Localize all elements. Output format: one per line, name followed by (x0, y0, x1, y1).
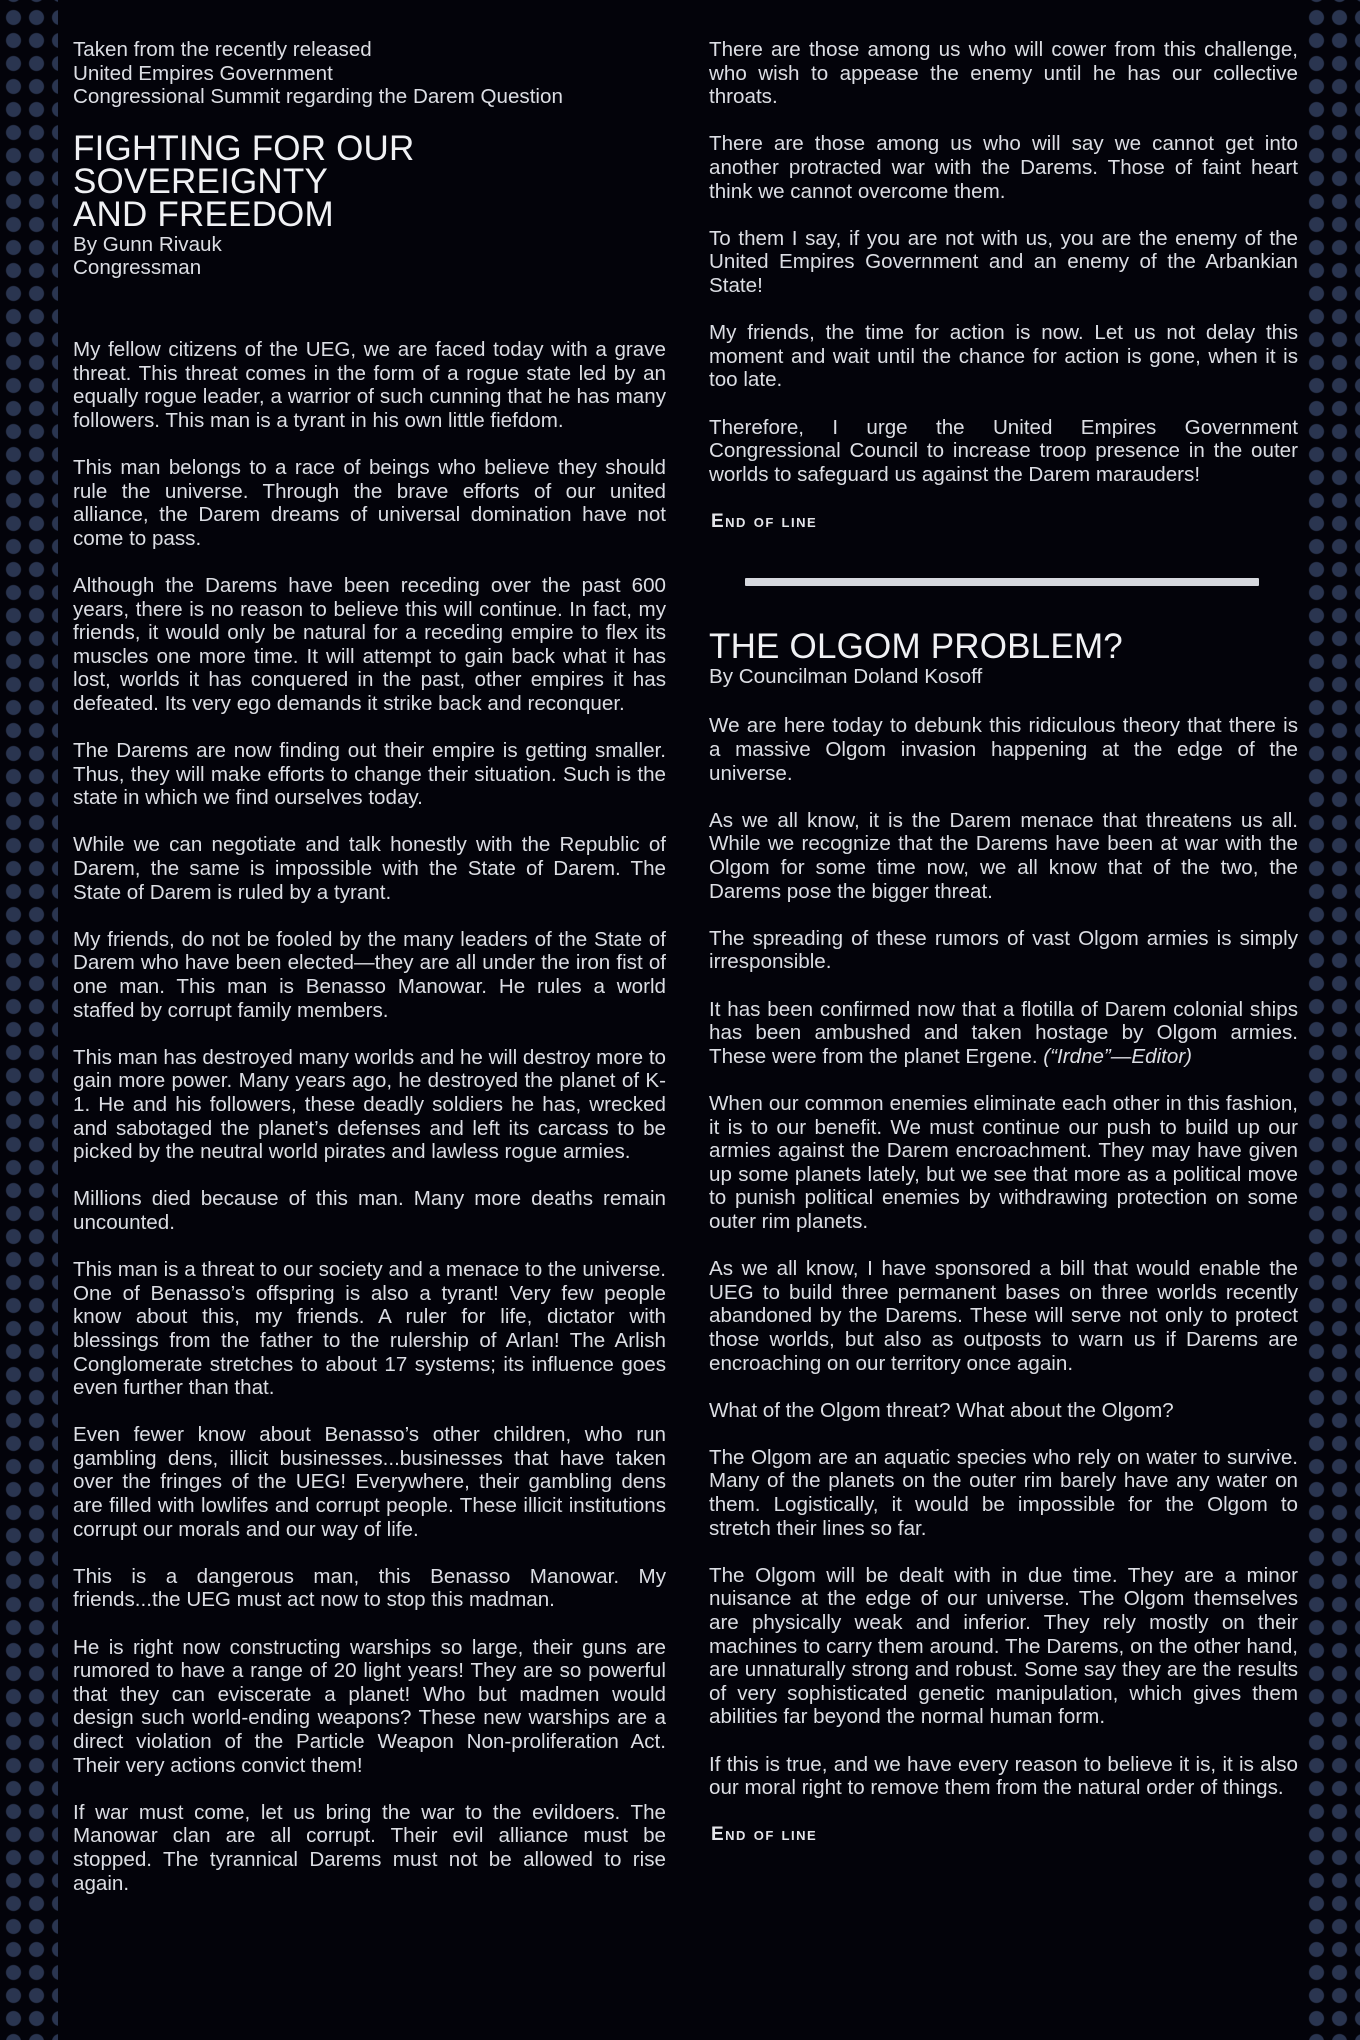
author-name: By Gunn Rivauk (73, 232, 222, 256)
paragraph: If this is true, and we have every reason to believe it is, it is also our moral right to remove them from the natural order of things. (709, 1752, 1298, 1800)
paragraph: Millions died because of this man. Many more deaths remain uncounted. (73, 1187, 666, 1234)
article-title: THE OLGOM PROBLEM? (709, 626, 1123, 666)
paragraph: When our common enemies eliminate each other in this fashion, it is to our benefit. We must continue our push to build up our armies against the Darem encroachment. They may have given up some planets lately, but we see that more as a political move to punish political enemies by withdrawing protection on some outer rim planets. (709, 1091, 1298, 1233)
paragraph: The Olgom will be dealt with in due time. They are a minor nuisance at the edge of our universe. The Olgom themselves are physically weak and inferior. They rely mostly on their machines to carry them around. The Darems, on the other hand, are unnaturally strong and robust. Some say they are the results of very sophisticated genetic manipulation, which gives them abilities far beyond the normal human form. (709, 1563, 1298, 1729)
paragraph: My fellow citizens of the UEG, we are faced today with a grave threat. This threat comes in the form of a rogue state led by an equally rogue leader, a warrior of such cunning that he has many followers. This man is a tyrant in his own little fiefdom. (73, 337, 666, 432)
right-dot-border (1302, 0, 1360, 2040)
right-column (709, 38, 1298, 1847)
section-divider (745, 578, 1259, 586)
paragraph: What of the Olgom threat? What about the Olgom? (709, 1398, 1174, 1422)
author-role: Congressman (73, 256, 202, 280)
left-dot-border (0, 0, 58, 2040)
editor-note: (“Irdne”—Editor) (1043, 1044, 1193, 1068)
article-body (73, 338, 666, 1895)
paragraph: There are those among us who will say we cannot get into another protracted war with the Darems. Those of faint heart think we cannot overcome them. (709, 132, 1298, 203)
paragraph: He is right now constructing warships so large, their guns are rumored to have a range of 20 light years! They are so powerful that they can eviscerate a planet! Who but madmen would design such world-ending weapons? These new warships are a direct violation of the Particle Weapon Non-proliferation Act. Their very actions convict them! (73, 1635, 666, 1777)
paragraph: This man is a threat to our society and a menace to the universe. One of Benasso’s offspring is also a tyrant! Very few people know about this, my friends. A ruler for life, dictator with blessings from the father to the rulership of Arlan! The Arlish Conglomerate stretches to about 17 systems; its influence goes even further than that. (73, 1258, 666, 1400)
left-column (73, 38, 666, 1919)
paragraph: This is a dangerous man, this Benasso Manowar. My friends...the UEG must act now to stop this madman. (73, 1564, 666, 1612)
article-title-line: AND FREEDOM (73, 194, 334, 234)
paragraph: If war must come, let us bring the war to the evildoers. The Manowar clan are all corrupt. Their evil alliance must be stopped. The tyrannical Darems must not be allowed to rise again. (73, 1800, 666, 1895)
paragraph: While we can negotiate and talk honestly with the Republic of Darem, the same is impossible with the State of Darem. The State of Darem is ruled by a tyrant. (73, 833, 666, 904)
paragraph: My friends, do not be fooled by the many leaders of the State of Darem who have been elected—they are all under the iron fist of one man. This man is Benasso Manowar. He rules a world staffed by corrupt family members. (73, 927, 666, 1022)
intro-note (73, 38, 666, 109)
paragraph: Therefore, I urge the United Empires Government Congressional Council to increase troop presence in the outer worlds to safeguard us against the Darem marauders! (709, 415, 1298, 486)
paragraph: The Darems are now finding out their empire is getting smaller. Thus, they will make efforts to change their situation. Such is the state in which we find ourselves today. (73, 739, 666, 810)
article-title-line: FIGHTING FOR OUR SOVEREIGNTY (73, 128, 415, 201)
paragraph-text: It has been confirmed now that a flotilla of Darem colonial ships has been ambushed and taken hostage by Olgom armies. These were from the planet Ergene. (709, 997, 1298, 1068)
paragraph: There are those among us who will cower from this challenge, who wish to appease the enemy until he has our collective throats. (709, 38, 1298, 109)
paragraph: We are here today to debunk this ridiculous theory that there is a massive Olgom invasion happening at the edge of the universe. (709, 714, 1298, 785)
intro-line: Taken from the recently released (73, 38, 372, 61)
end-of-line-marker: End of line (711, 511, 818, 533)
intro-line: United Empires Government (73, 61, 333, 85)
intro-line: Congressional Summit regarding the Darem Question (73, 85, 563, 109)
paragraph: The Olgom are an aquatic species who rely on water to survive. Many of the planets on the outer rim barely have any water on them. Logistically, it would be impossible for the Olgom to stretch their lines so far. (709, 1445, 1298, 1540)
paragraph: As we all know, I have sponsored a bill that would enable the UEG to build three permanent bases on three worlds recently abandoned by the Darems. These will serve not only to protect those worlds, but also as outposts to warn us if Darems are encroaching on our territory once again. (709, 1257, 1298, 1375)
article-body (709, 714, 1298, 1799)
end-of-line-marker: End of line (711, 1824, 818, 1846)
paragraph: The spreading of these rumors of vast Olgom armies is simply irresponsible. (709, 926, 1298, 974)
paragraph: Although the Darems have been receding over the past 600 years, there is no reason to believe this will continue. In fact, my friends, it would only be natural for a receding empire to flex its muscles one more time. It will attempt to gain back what it has lost, worlds it has conquered in the past, other empires it has defeated. Its very ego demands it strike back and reconquer. (73, 573, 666, 715)
paragraph: To them I say, if you are not with us, you are the enemy of the United Empires Government and an enemy of the Arbankian State! (709, 226, 1298, 297)
paragraph: As we all know, it is the Darem menace that threatens us all. While we recognize that the Darems have been at war with the Olgom for some time now, we all know that of the two, the Darems pose the bigger threat. (709, 808, 1298, 903)
article-title (73, 128, 666, 234)
byline: By Councilman Doland Kosoff (709, 664, 983, 688)
paragraph (709, 998, 1298, 1069)
byline (73, 233, 666, 280)
paragraph: Even fewer know about Benasso’s other children, who run gambling dens, illicit businesses...businesses that have taken over the fringes of the UEG! Everywhere, their gambling dens are filled with lowlifes and corrupt people. These illicit institutions corrupt our morals and our way of life. (73, 1423, 666, 1541)
article-continuation (709, 38, 1298, 486)
paragraph: This man belongs to a race of beings who believe they should rule the universe. Through the brave efforts of our united alliance, the Darem dreams of universal domination have not come to pass. (73, 455, 666, 550)
paragraph: This man has destroyed many worlds and he will destroy more to gain more power. Many years ago, he destroyed the planet of K-1. He and his followers, these deadly soldiers he has, wrecked and sabotaged the planet’s defenses and left its carcass to be picked by the neutral world pirates and lawless rogue armies. (73, 1045, 666, 1164)
paragraph: My friends, the time for action is now. Let us not delay this moment and wait until the chance for action is gone, when it is too late. (709, 321, 1298, 392)
